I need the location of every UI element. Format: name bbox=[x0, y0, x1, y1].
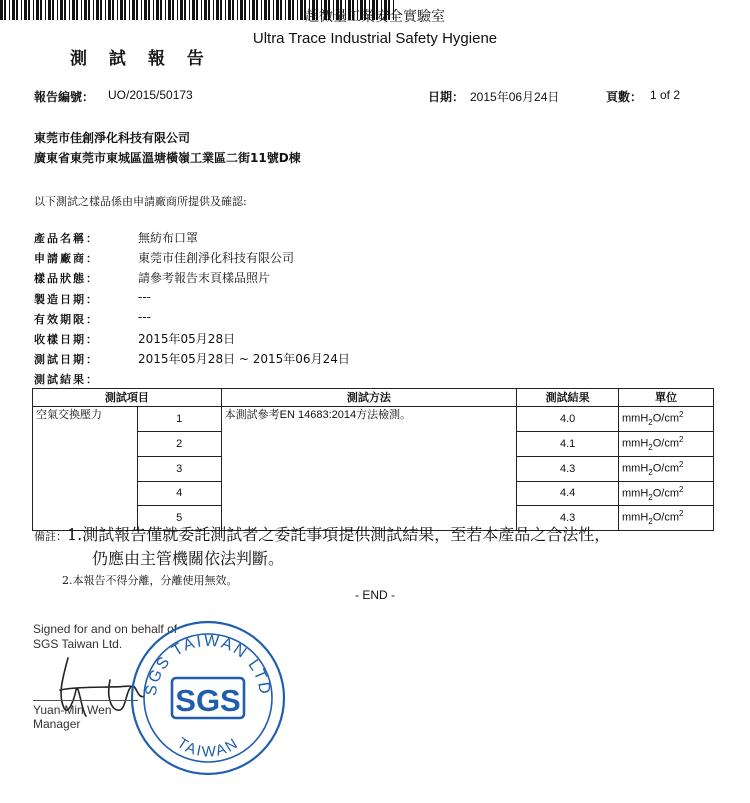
unit-base: mmH bbox=[622, 512, 649, 525]
unit-mid: O/cm bbox=[652, 412, 680, 425]
unit-base: mmH bbox=[622, 412, 649, 425]
unit-subscript: 2 bbox=[648, 417, 653, 427]
header-test-item: 測試項目 bbox=[33, 389, 222, 407]
test-item-cell: 空氣交換壓力 bbox=[33, 407, 138, 531]
unit-cell bbox=[619, 407, 714, 432]
unit-subscript: 2 bbox=[648, 467, 653, 477]
unit-superscript: 2 bbox=[679, 410, 684, 419]
unit-superscript: 2 bbox=[679, 434, 684, 444]
received-date-label: 收樣日期： bbox=[34, 333, 99, 346]
sample-status-label: 樣品狀態： bbox=[34, 272, 99, 285]
unit-superscript: 2 bbox=[679, 509, 684, 519]
end-marker: - END - bbox=[355, 588, 395, 602]
intro-text: 以下測試之樣品係由申請廠商所提供及確認: bbox=[34, 195, 247, 208]
applicant-label: 申請廠商： bbox=[34, 252, 99, 265]
page-label: 頁數： bbox=[606, 90, 643, 104]
stamp-bottom-text: TAIWAN bbox=[173, 734, 243, 761]
unit-superscript: 2 bbox=[679, 459, 684, 469]
remark-2: 2.本報告不得分離，分離使用無效。 bbox=[62, 574, 238, 587]
signed-for-text: Signed for and on behalf of bbox=[33, 622, 178, 636]
test-date-value: 2015年05月28日 ~ 2015年06月24日 bbox=[138, 352, 350, 366]
report-date-value: 2015年06月24日 bbox=[470, 90, 560, 104]
result-value: 4.0 bbox=[517, 407, 619, 432]
unit-mid: O/cm bbox=[652, 462, 680, 475]
unit-mid: O/cm bbox=[652, 487, 680, 500]
remark-label: 備註： bbox=[34, 530, 67, 543]
expiry-date-value: --- bbox=[138, 310, 151, 324]
table-header-row bbox=[33, 389, 714, 407]
result-value: 4.4 bbox=[517, 481, 619, 506]
header-test-method: 測試方法 bbox=[221, 389, 517, 407]
unit-mid: O/cm bbox=[652, 437, 680, 450]
stamp-top-text: SGS TAIWAN LTD bbox=[142, 632, 274, 698]
signature-line bbox=[33, 700, 138, 701]
product-name-value: 無紡布口罩 bbox=[138, 231, 199, 245]
manufacture-date-value: --- bbox=[138, 290, 151, 304]
received-date-value: 2015年05月28日 bbox=[138, 332, 236, 346]
result-value: 4.1 bbox=[517, 431, 619, 456]
remark-1-continued: 仍應由主管機關依法判斷。 bbox=[92, 549, 285, 568]
manufacture-date-label: 製造日期： bbox=[34, 293, 99, 306]
signatory-title: Manager bbox=[33, 717, 81, 731]
report-number-value: UO/2015/50173 bbox=[108, 88, 193, 102]
unit-subscript: 2 bbox=[648, 442, 653, 452]
result-value: 4.3 bbox=[517, 506, 619, 531]
test-method-cell: 本測試參考EN 14683:2014方法檢測。 bbox=[221, 407, 517, 531]
row-number: 5 bbox=[137, 506, 221, 531]
unit-subscript: 2 bbox=[648, 492, 653, 502]
results-table bbox=[32, 388, 714, 531]
unit-base: mmH bbox=[622, 462, 649, 475]
unit-base: mmH bbox=[622, 487, 649, 500]
row-number: 2 bbox=[137, 431, 221, 456]
lab-name-english: Ultra Trace Industrial Safety Hygiene bbox=[252, 30, 498, 47]
sgs-stamp bbox=[128, 618, 288, 778]
company-signature-line: SGS Taiwan Ltd. bbox=[33, 637, 123, 651]
test-results-label: 測試結果： bbox=[34, 373, 99, 386]
header-unit: 單位 bbox=[619, 389, 714, 407]
lab-name-chinese: 超微量工業安全實驗室 bbox=[305, 9, 445, 25]
unit-base: mmH bbox=[622, 437, 649, 450]
row-number: 3 bbox=[137, 456, 221, 481]
client-name: 東莞市佳創淨化科技有限公司 bbox=[34, 131, 191, 145]
document-title: 測 試 報 告 bbox=[70, 49, 212, 69]
page-value: 1 of 2 bbox=[650, 88, 681, 102]
signatory-name: Yuan-Min Wen bbox=[33, 703, 112, 717]
row-number: 1 bbox=[137, 407, 221, 432]
header-test-result: 測試結果 bbox=[517, 389, 619, 407]
unit-cell bbox=[619, 456, 714, 481]
unit-mid: O/cm bbox=[652, 512, 680, 525]
remark-1-text: 1.測試報告僅就委託測試者之委託事項提供測試結果，至若本產品之合法性， bbox=[67, 525, 611, 544]
report-number-label: 報告編號： bbox=[34, 90, 95, 104]
unit-superscript: 2 bbox=[679, 484, 684, 494]
result-value: 4.3 bbox=[517, 456, 619, 481]
sample-status-value: 請參考報告末頁樣品照片 bbox=[138, 271, 271, 285]
stamp-logo: SGS bbox=[175, 683, 241, 718]
applicant-value: 東莞市佳創淨化科技有限公司 bbox=[138, 251, 295, 265]
expiry-date-label: 有效期限： bbox=[34, 313, 99, 326]
test-date-label: 測試日期： bbox=[34, 353, 99, 366]
unit-cell bbox=[619, 506, 714, 531]
unit-cell bbox=[619, 481, 714, 506]
product-name-label: 產品名稱： bbox=[34, 232, 99, 245]
unit-subscript: 2 bbox=[648, 517, 653, 527]
row-number: 4 bbox=[137, 481, 221, 506]
unit-cell bbox=[619, 431, 714, 456]
report-date-label: 日期： bbox=[428, 90, 465, 104]
client-address: 廣東省東莞市東城區溫塘橫嶺工業區二街11號D棟 bbox=[34, 151, 301, 165]
remark-1 bbox=[34, 522, 610, 545]
table-row bbox=[33, 407, 714, 432]
